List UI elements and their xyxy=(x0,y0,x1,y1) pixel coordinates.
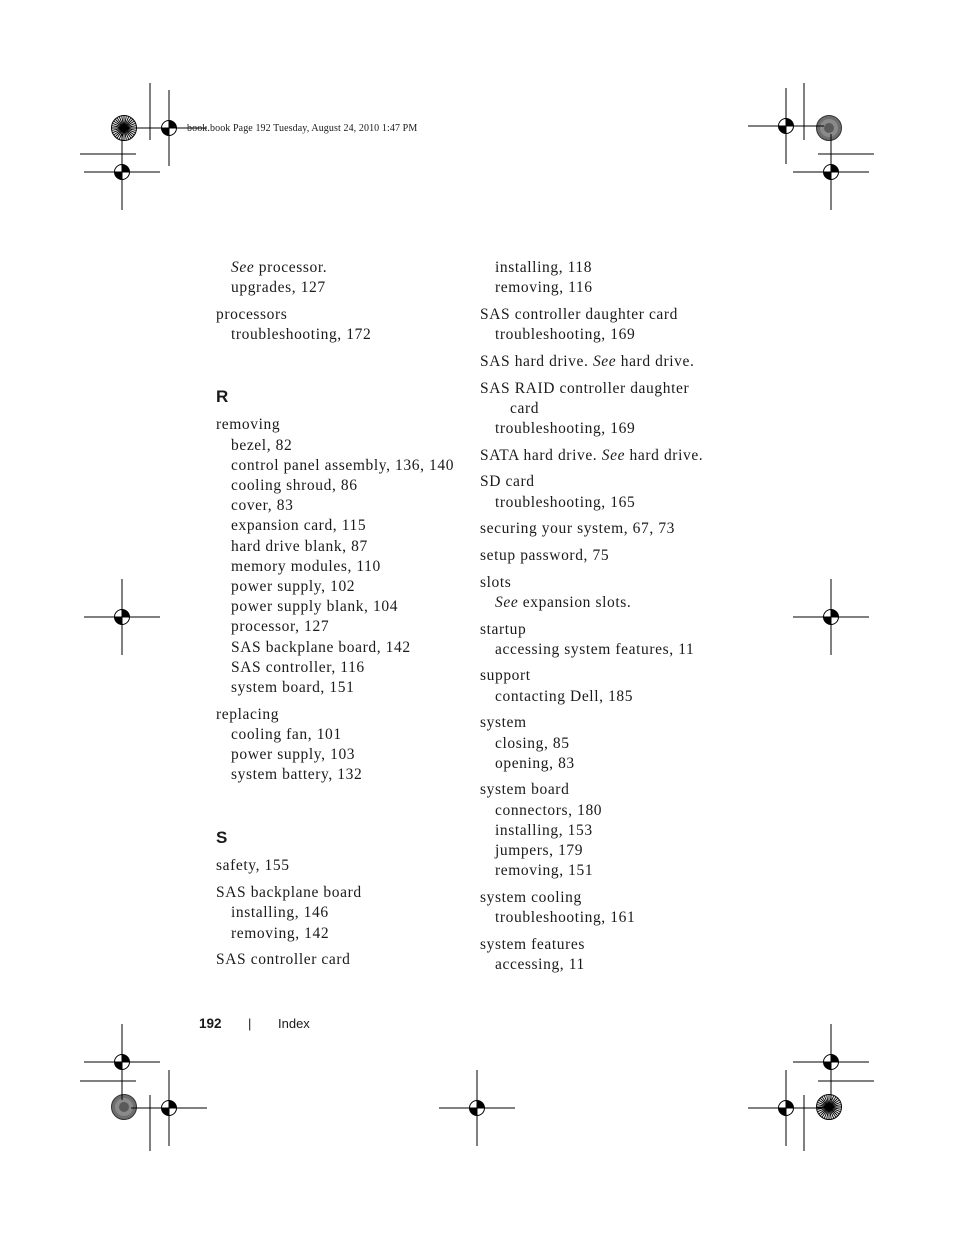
index-entry-sas-raid-controller xyxy=(480,379,730,440)
index-entry-system-cooling xyxy=(480,888,730,928)
index-subentry: installing, 153 xyxy=(495,821,593,839)
index-entry-system xyxy=(480,713,730,774)
index-entry-slots xyxy=(480,573,730,613)
index-entry-sas-backplane-board xyxy=(216,883,466,944)
footer-section-label: Index xyxy=(278,1016,310,1031)
index-entry-sas-controller-card xyxy=(216,950,466,970)
index-entry-safety xyxy=(216,856,466,876)
index-subentry: opening, 83 xyxy=(495,754,575,772)
index-heading: startup xyxy=(480,620,527,638)
see-label: See xyxy=(601,446,626,464)
index-subentry: removing, 116 xyxy=(495,279,593,297)
index-subentry: power supply, 102 xyxy=(231,577,356,595)
index-subentry: bezel, 82 xyxy=(231,436,293,454)
index-heading-continuation: card xyxy=(510,399,540,417)
index-heading: processors xyxy=(216,305,288,323)
print-job-stamp: book.book Page 192 Tuesday, August 24, 2010 1:47 PM xyxy=(187,123,418,134)
index-subentry: memory modules, 110 xyxy=(231,557,381,575)
index-entry-securing xyxy=(480,519,730,539)
index-heading: replacing xyxy=(216,705,280,723)
index-subentry: jumpers, 179 xyxy=(495,842,584,860)
index-subentry: accessing, 11 xyxy=(495,956,585,974)
index-subentry: power supply, 103 xyxy=(231,746,356,764)
section-letter-s: S xyxy=(216,828,228,848)
index-heading: support xyxy=(480,667,531,685)
page-number: 192 xyxy=(199,1016,222,1031)
index-column-left xyxy=(216,258,466,970)
index-subentry: cooling shroud, 86 xyxy=(231,476,358,494)
index-subentry: connectors, 180 xyxy=(495,801,603,819)
index-heading: SAS controller daughter card xyxy=(480,305,679,323)
index-subentry: system battery, 132 xyxy=(231,766,363,784)
index-subentry: closing, 85 xyxy=(495,734,570,752)
index-subentry: contacting Dell, 185 xyxy=(495,687,634,705)
index-subentry: SAS controller, 116 xyxy=(231,658,365,676)
index-entry-replacing xyxy=(216,705,466,786)
index-subentry: removing, 142 xyxy=(231,924,330,942)
index-subentry: hard drive blank, 87 xyxy=(231,537,368,555)
index-subentry: cooling fan, 101 xyxy=(231,725,342,743)
index-heading: slots xyxy=(480,573,512,591)
index-subentry: troubleshooting, 169 xyxy=(495,419,636,437)
index-subentry: troubleshooting, 169 xyxy=(495,326,636,344)
index-heading: system features xyxy=(480,935,585,953)
index-heading: setup password, 75 xyxy=(480,546,610,564)
index-subentry: processor, 127 xyxy=(231,618,330,636)
index-heading: system xyxy=(480,714,527,732)
index-entry-removing xyxy=(216,415,466,698)
index-subentry: cover, 83 xyxy=(231,497,294,515)
index-subentry: SAS backplane board, 142 xyxy=(231,638,411,656)
index-entry-startup xyxy=(480,620,730,660)
index-heading: SAS hard drive. See hard drive. xyxy=(480,352,695,370)
index-entry-processors xyxy=(216,305,466,345)
index-subentry: removing, 151 xyxy=(495,862,594,880)
index-subentry: accessing system features, 11 xyxy=(495,640,695,658)
footer-separator: | xyxy=(248,1016,252,1031)
index-heading: SAS controller card xyxy=(216,951,351,969)
index-entry-sas-hard-drive xyxy=(480,352,730,372)
index-heading: SAS backplane board xyxy=(216,884,362,902)
index-entry-support xyxy=(480,666,730,706)
index-subentry: expansion card, 115 xyxy=(231,517,367,535)
index-heading: SD card xyxy=(480,473,535,491)
index-subentry: upgrades, 127 xyxy=(231,279,326,297)
index-see-processor: See processor. xyxy=(231,259,328,276)
removing-subentries xyxy=(216,436,466,699)
index-entry-sata-hard-drive xyxy=(480,446,730,466)
index-heading: securing your system, 67, 73 xyxy=(480,520,676,538)
index-heading: removing xyxy=(216,416,281,434)
index-entry-sas-controller-daughter-card xyxy=(480,305,730,345)
index-subentry: troubleshooting, 172 xyxy=(231,326,372,344)
index-entry-sas-controller-card-cont xyxy=(480,258,730,298)
index-heading: system cooling xyxy=(480,888,582,906)
index-subentry: control panel assembly, 136, 140 xyxy=(231,456,455,474)
index-subentry: system board, 151 xyxy=(231,678,355,696)
see-label: See xyxy=(592,352,617,370)
index-entry-sd-card xyxy=(480,472,730,512)
index-entry-system-features xyxy=(480,935,730,975)
index-heading: system board xyxy=(480,781,570,799)
see-label: See xyxy=(495,593,519,611)
see-label: See xyxy=(231,259,255,276)
index-subentry: troubleshooting, 161 xyxy=(495,909,636,927)
index-column-right xyxy=(480,258,730,975)
index-heading: SATA hard drive. See hard drive. xyxy=(480,446,704,464)
index-subentry: installing, 146 xyxy=(231,904,329,922)
index-entry-processor-cont xyxy=(216,258,466,298)
index-entry-setup-password xyxy=(480,546,730,566)
index-heading: SAS RAID controller daughter xyxy=(480,379,690,397)
index-entry-system-board xyxy=(480,780,730,881)
index-heading: safety, 155 xyxy=(216,857,290,875)
section-letter-r: R xyxy=(216,387,229,407)
index-see-expansion-slots: See expansion slots. xyxy=(495,593,632,611)
index-subentry: installing, 118 xyxy=(495,259,593,276)
index-subentry: power supply blank, 104 xyxy=(231,598,399,616)
page-footer xyxy=(199,1016,310,1031)
index-subentry: troubleshooting, 165 xyxy=(495,493,636,511)
